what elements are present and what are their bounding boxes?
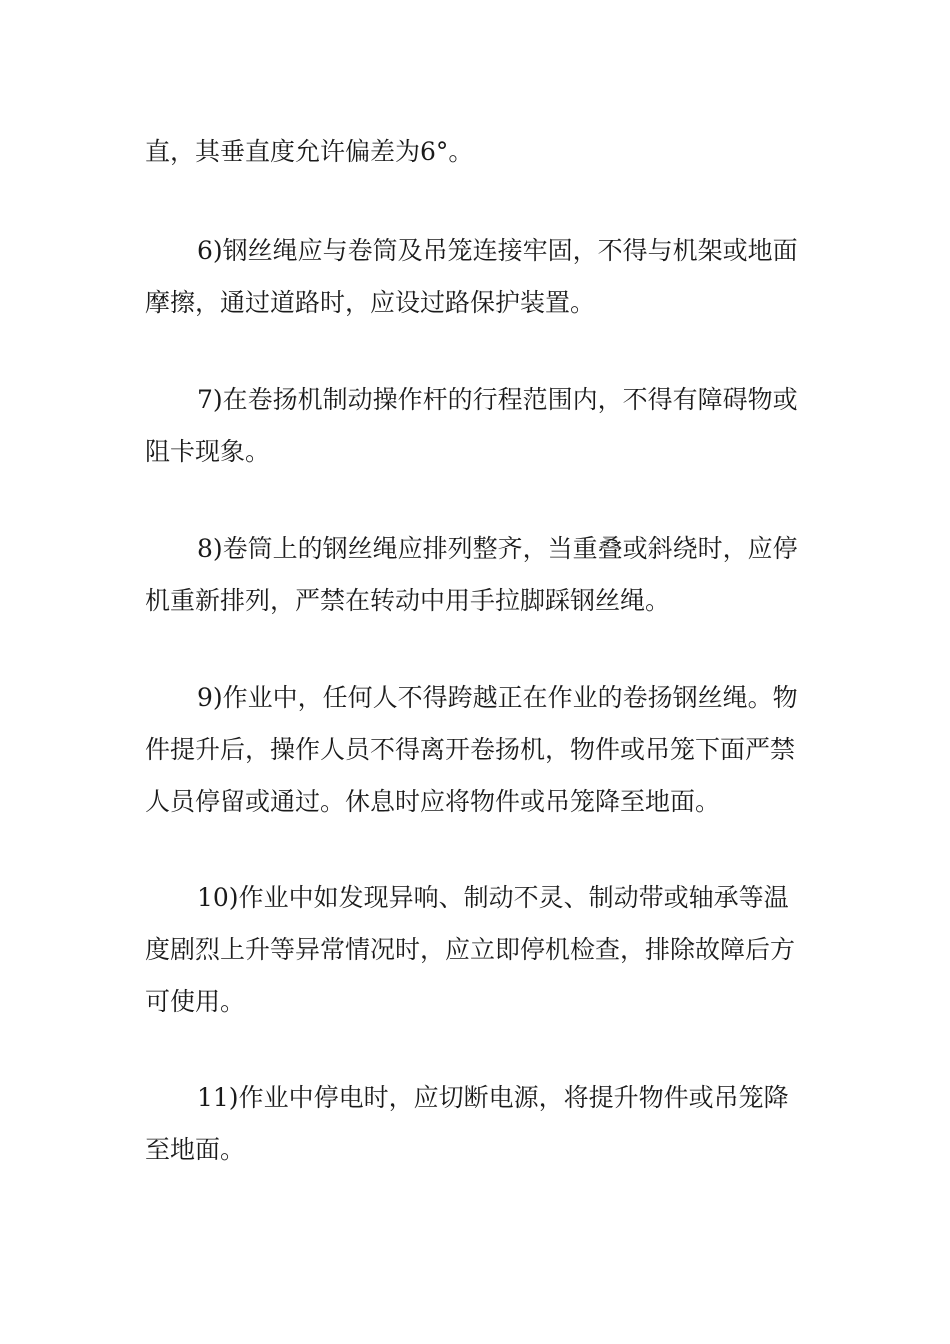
paragraph-item-10: 10)作业中如发现异响、制动不灵、制动带或轴承等温度剧烈上升等异常情况时，应立即停机检查，排除故障后方可使用。 (145, 883, 796, 1016)
paragraph-item-11: 11)作业中停电时，应切断电源，将提升物件或吊笼降至地面。 (145, 1083, 789, 1164)
paragraph-item-6: 6)钢丝绳应与卷筒及吊笼连接牢固，不得与机架或地面摩擦，通过道路时，应设过路保护装置。 (145, 236, 798, 317)
paragraph-item-8: 8)卷筒上的钢丝绳应排列整齐，当重叠或斜绕时，应停机重新排列，严禁在转动中用手拉脚踩钢丝绳。 (145, 534, 798, 615)
paragraph-item-9: 9)作业中，任何人不得跨越正在作业的卷扬钢丝绳。物件提升后，操作人员不得离开卷扬机，物件或吊笼下面严禁人员停留或通过。休息时应将物件或吊笼降至地面。 (145, 683, 798, 816)
paragraph-item-7: 7)在卷扬机制动操作杆的行程范围内，不得有障碍物或阻卡现象。 (145, 385, 798, 466)
paragraph-continuation: 直，其垂直度允许偏差为6°。 (145, 137, 474, 166)
